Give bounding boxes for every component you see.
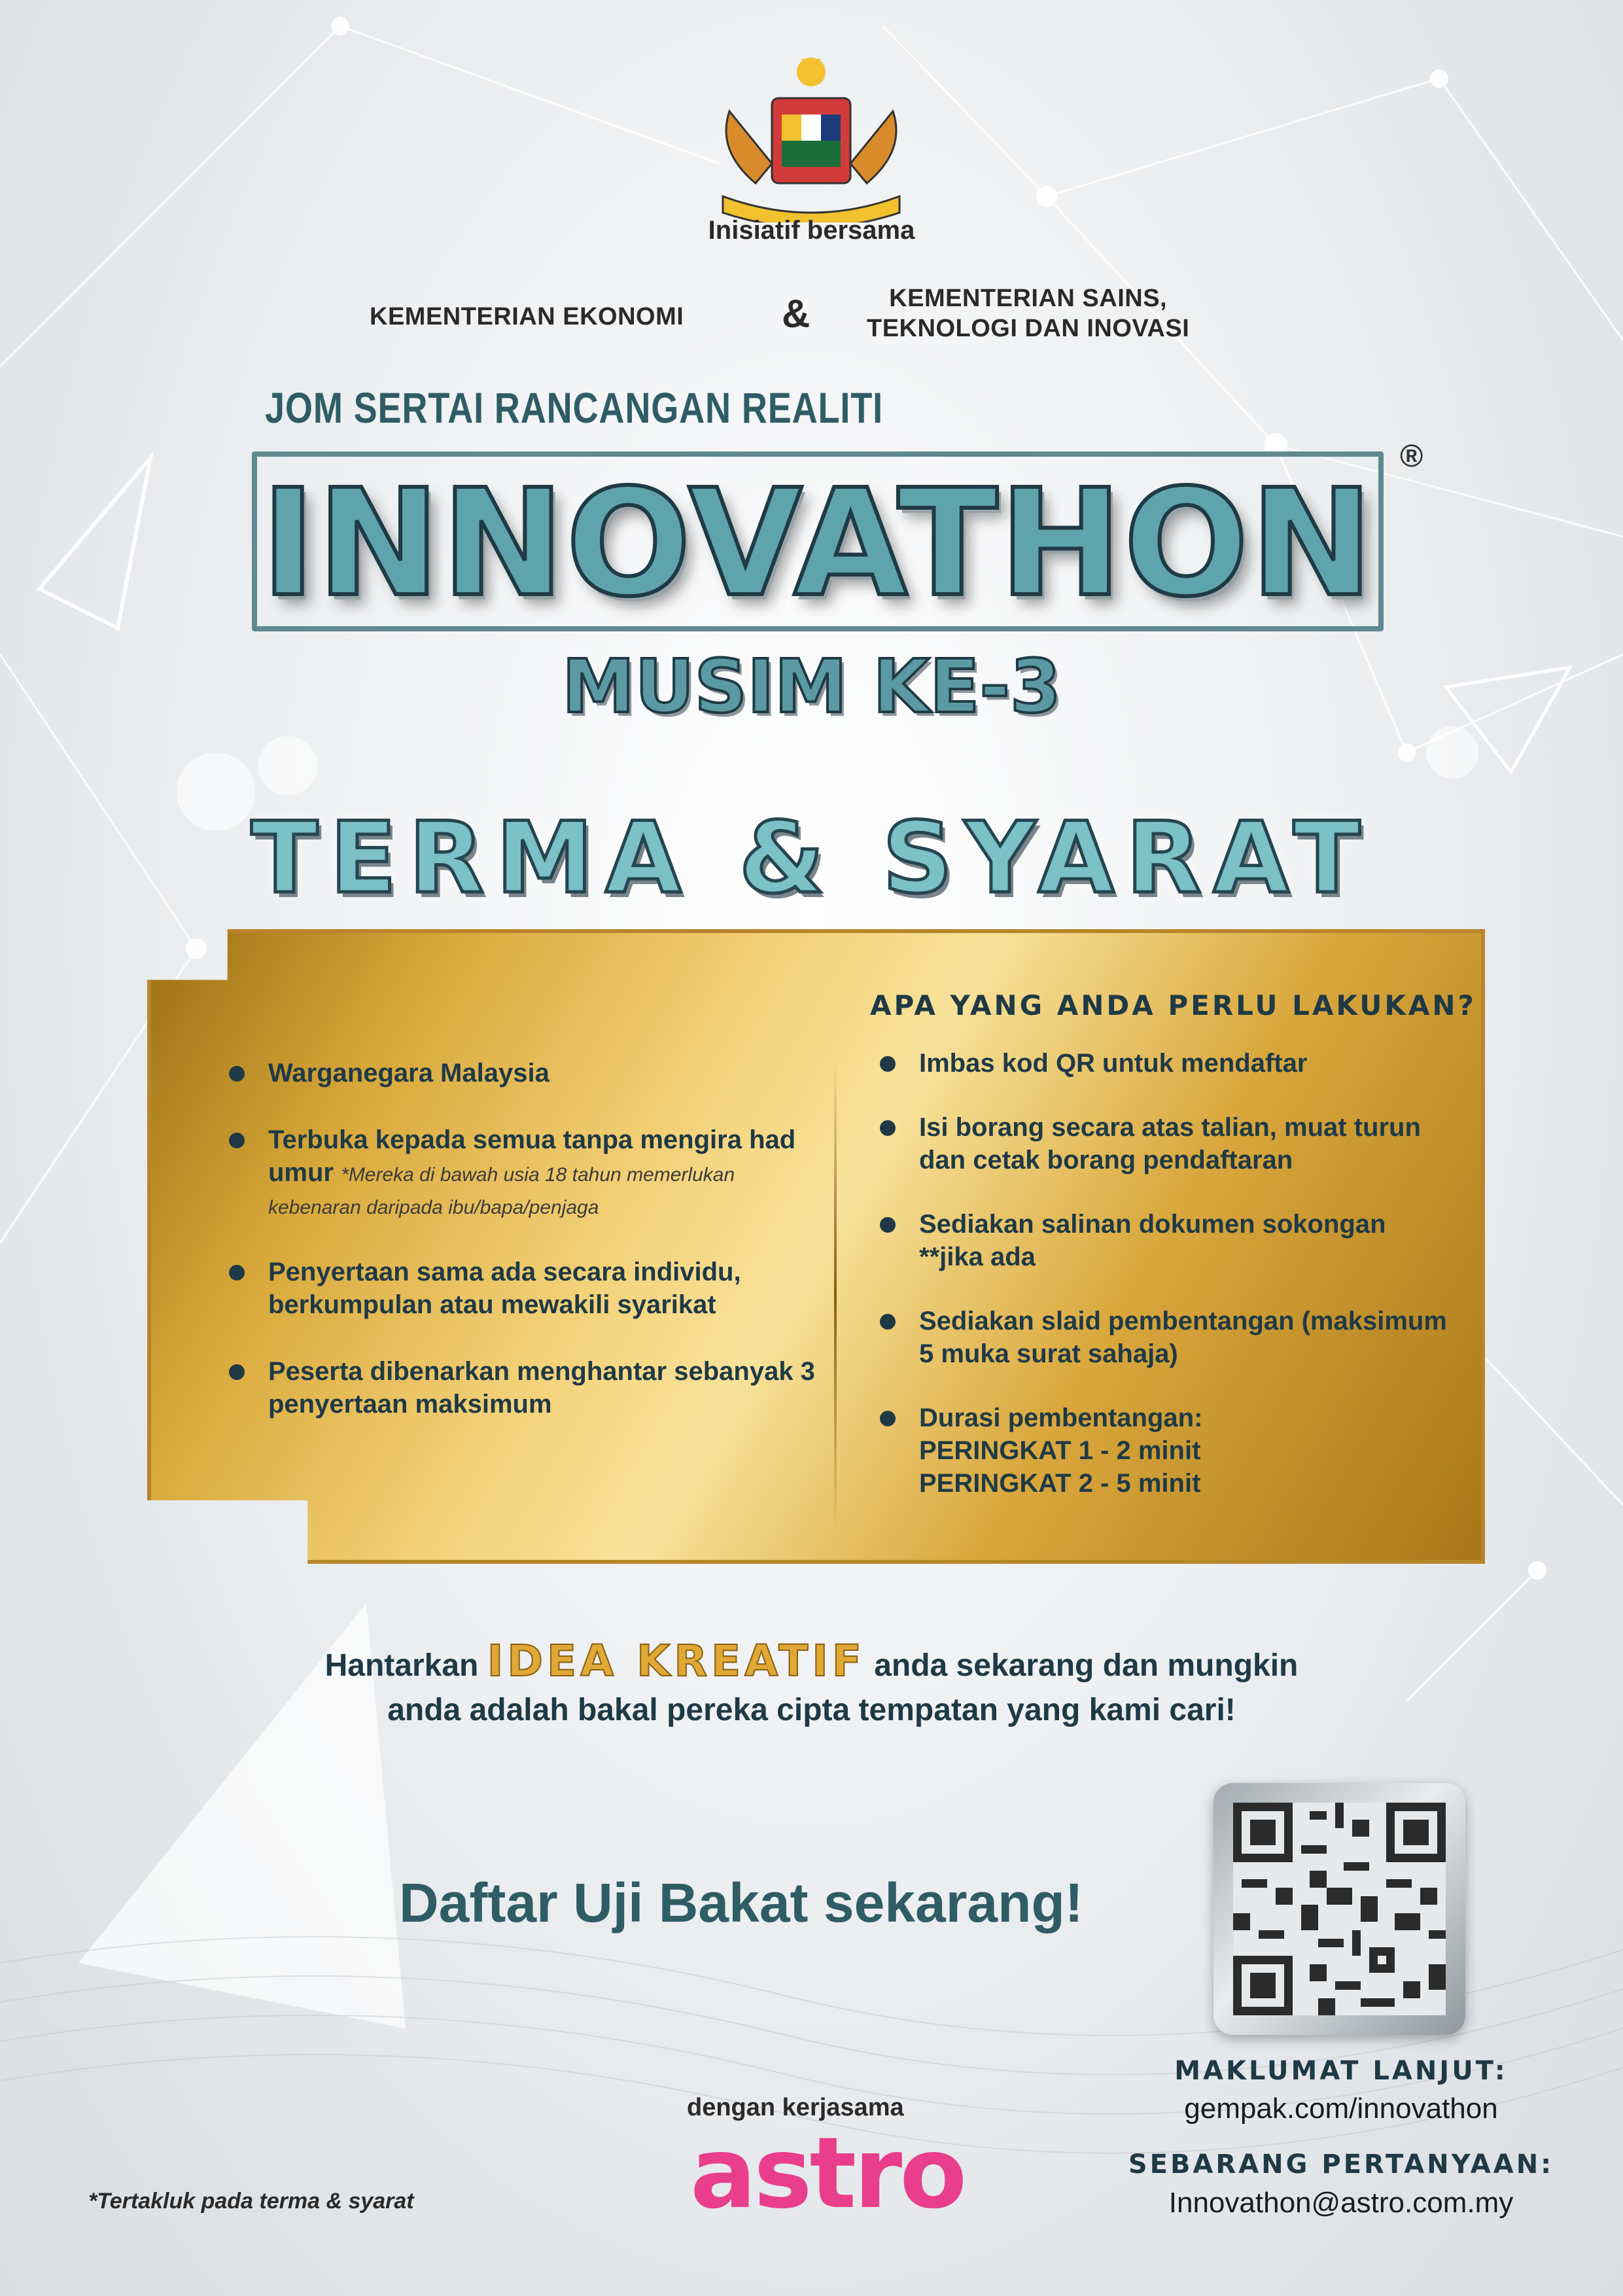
- partner-label: dengan kerjasama: [687, 2094, 904, 2121]
- enquiry-email-link[interactable]: Innovathon@astro.com.my: [1168, 2187, 1514, 2219]
- qr-code[interactable]: [1213, 1783, 1465, 2035]
- initiative-label: Inisiatif bersama: [708, 216, 915, 245]
- ministry-economy: KEMENTERIAN EKONOMI: [370, 303, 684, 330]
- more-info-title: MAKLUMAT LANJUT:: [1174, 2056, 1508, 2086]
- terms-divider: [834, 1060, 837, 1531]
- list-item: Terbuka kepada semua tanpa mengira had umur *Mereka di bawah usia 18 tahun memerlukan kebenaran daripada ibu/bapa/penjaga: [229, 1123, 818, 1222]
- astro-logo: astro: [690, 2117, 965, 2231]
- steps-list: [880, 1047, 1456, 1531]
- qr-code-icon: [1233, 1803, 1446, 2015]
- coat-of-arms-icon: [703, 52, 919, 222]
- enquiry-title: SEBARANG PERTANYAAN:: [1128, 2149, 1554, 2180]
- section-title: TERMA & SYARAT: [251, 802, 1372, 915]
- register-call-to-action: Daftar Uji Bakat sekarang!: [399, 1872, 1083, 1934]
- list-item: Sediakan salinan dokumen sokongan **jika ada: [880, 1208, 1456, 1273]
- ministry-science: [867, 283, 1189, 344]
- list-item: Durasi pembentangan: PERINGKAT 1 - 2 minit PERINGKAT 2 - 5 minit: [880, 1402, 1456, 1500]
- season-label: MUSIM KE-3: [562, 645, 1061, 730]
- list-item: Peserta dibenarkan menghantar sebanyak 3 penyertaan maksimum: [229, 1355, 818, 1421]
- hero-tagline: JOM SERTAI RANCANGAN REALITI: [265, 383, 884, 432]
- list-item: Isi borang secara atas talian, muat turun dan cetak borang pendaftaran: [880, 1111, 1456, 1176]
- idea-kreatif-highlight: IDEA KREATIF: [487, 1636, 865, 1686]
- ministry-science-line1: KEMENTERIAN SAINS,: [889, 285, 1168, 312]
- more-info-link[interactable]: gempak.com/innovathon: [1184, 2093, 1498, 2125]
- list-item: Sediakan slaid pembentangan (maksimum 5 muka surat sahaja): [880, 1305, 1456, 1370]
- eligibility-list: [229, 1057, 818, 1455]
- list-item: Imbas kod QR untuk mendaftar: [880, 1047, 1456, 1080]
- cta-message: Hantarkan IDEA KREATIF anda sekarang dan mungkin anda adalah bakal pereka cipta tempatan yang kami cari!: [324, 1636, 1299, 1727]
- list-item: Warganegara Malaysia: [229, 1057, 818, 1089]
- steps-title: APA YANG ANDA PERLU LAKUKAN?: [870, 989, 1476, 1021]
- innovathon-logo: INNOVATHON: [260, 458, 1375, 629]
- list-item: Penyertaan sama ada secara individu, berkumpulan atau mewakili syarikat: [229, 1256, 818, 1321]
- ministry-science-line2: TEKNOLOGI DAN INOVASI: [867, 315, 1190, 342]
- disclaimer: *Tertakluk pada terma & syarat: [88, 2189, 414, 2214]
- age-note: *Mereka di bawah usia 18 tahun memerlukan kebenaran daripada ibu/bapa/penjaga: [268, 1164, 735, 1218]
- ministry-ampersand: &: [782, 292, 811, 336]
- registered-mark: ®: [1400, 439, 1423, 474]
